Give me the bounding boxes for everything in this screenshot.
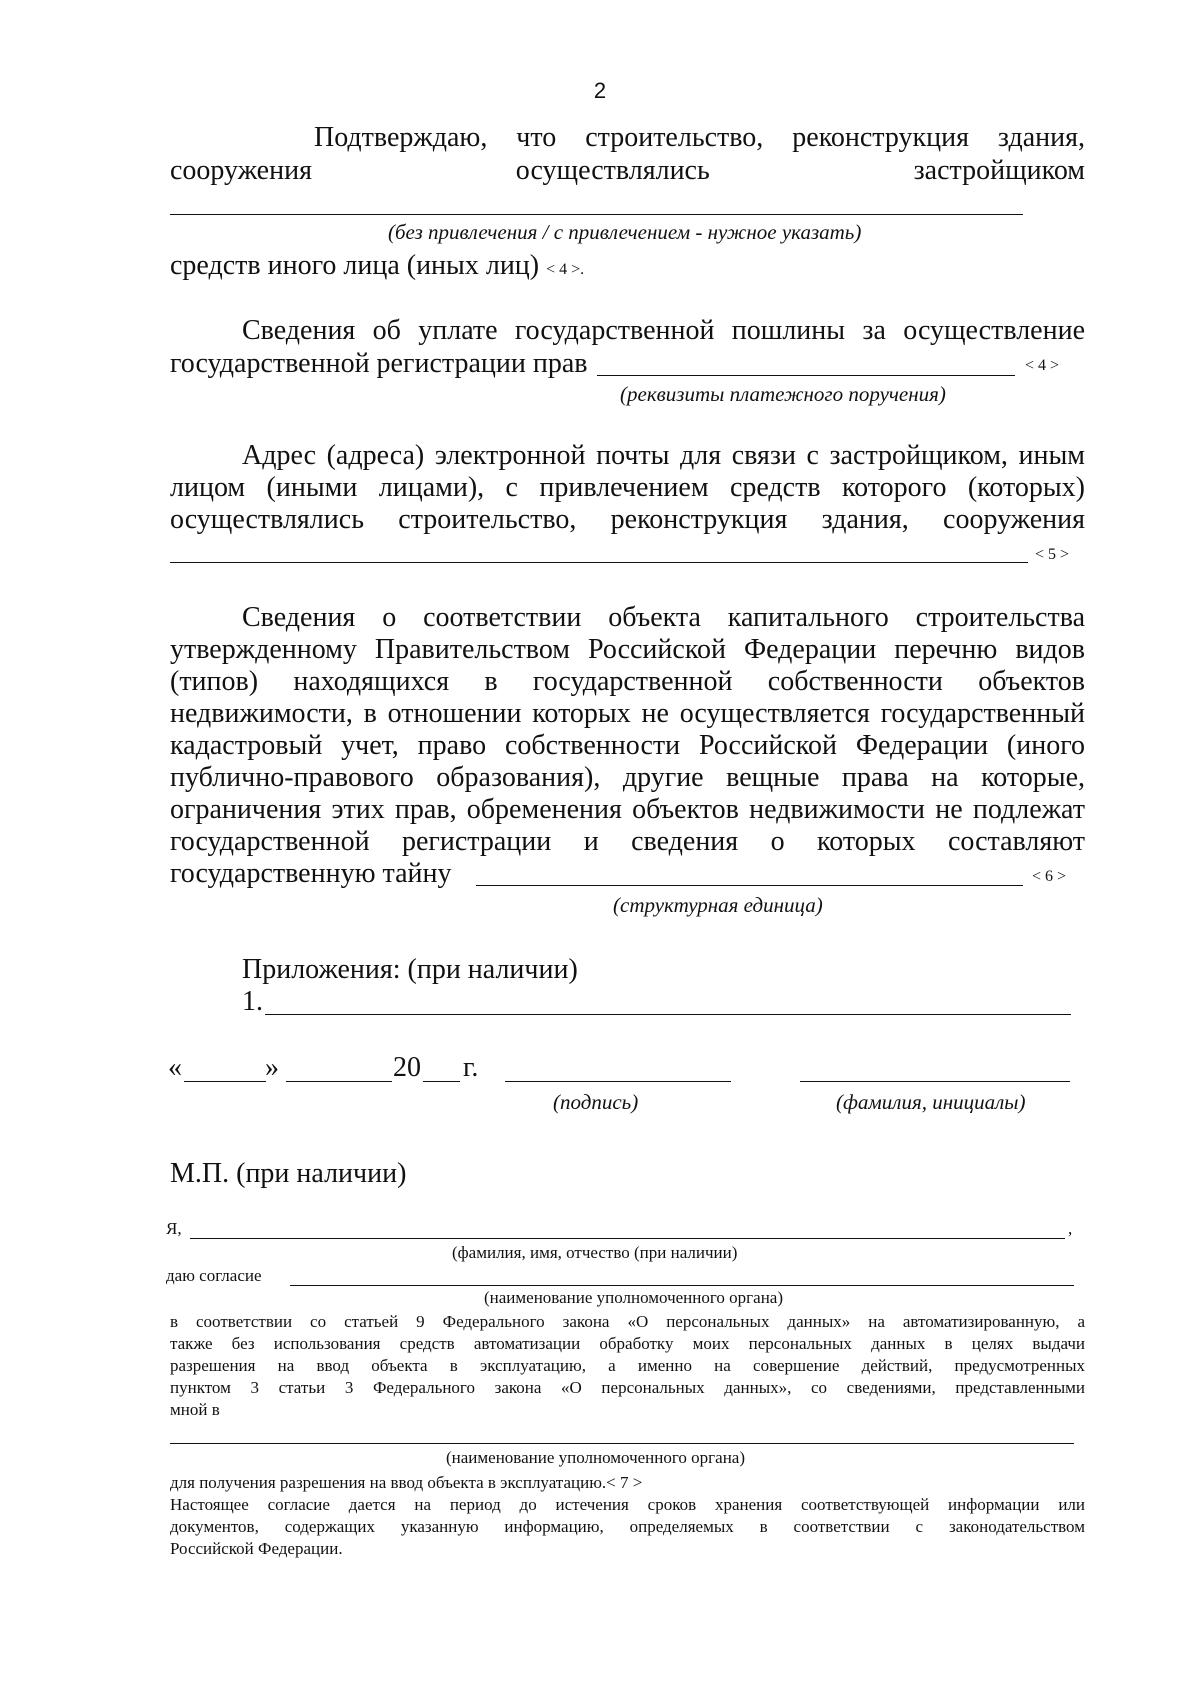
para4-last-line: государственную тайну	[170, 858, 452, 889]
consent-period-last: Российской Федерации.	[170, 1539, 343, 1558]
date-day-line	[184, 1081, 266, 1082]
para4-line1: Сведения о соответствии объекта капитального строительства	[242, 602, 1085, 633]
para2-ref: < 4 >	[1025, 357, 1060, 374]
consent-purpose: для получения разрешения на ввод объекта в эксплуатацию.< 7 >	[170, 1473, 643, 1492]
consent-ya: Я,	[166, 1219, 182, 1238]
para2-caption: (реквизиты платежного поручения)	[620, 382, 946, 406]
date-open-quote: «	[168, 1052, 182, 1083]
para4-line4: недвижимости, в отношении которых не осуществляется государственный	[170, 698, 1085, 729]
para3-line1: Адрес (адреса) электронной почты для связи с застройщиком, иным	[242, 440, 1085, 471]
consent-organ-caption-2: (наименование уполномоченного органа)	[446, 1448, 746, 1467]
para4-blank-line	[476, 885, 1023, 886]
consent-organ-caption: (наименование уполномоченного органа)	[484, 1288, 784, 1307]
para4-caption: (структурная единица)	[613, 893, 823, 917]
consent-text-last: мной в	[170, 1400, 220, 1419]
para4-line5: кадастровый учет, право собственности Российской Федерации (иного	[170, 730, 1085, 761]
para1-line3: средств иного лица (иных лиц) < 4 >.	[170, 250, 585, 281]
consent-fio-caption: (фамилия, имя, отчество (при наличии)	[452, 1243, 738, 1262]
consent-text-line-1: в соответствии со статьей 9 Федерального закона «О персональных данных» на автоматизированную, а	[170, 1312, 1085, 1331]
consent-text-line-3: разрешения на ввод объекта в эксплуатацию, а именно на совершение действий, предусмотренных	[170, 1356, 1085, 1375]
consent-organ-line	[290, 1285, 1074, 1286]
para4-line7: ограничения этих прав, обременения объектов недвижимости не подлежат	[170, 794, 1085, 825]
signature-line	[505, 1081, 731, 1082]
date-month-line	[286, 1081, 392, 1082]
para1-line2: сооружения осуществлялись застройщиком	[170, 155, 1085, 186]
para4-line2: утвержденному Правительством Российской Федерации перечню видов	[170, 634, 1085, 665]
para1-caption: (без привлечения / с привлечением - нужное указать)	[388, 220, 862, 244]
date-year-suffix: г.	[463, 1052, 479, 1083]
para4-line8: государственной регистрации и сведения о которых составляют	[170, 826, 1085, 857]
attachments-title: Приложения: (при наличии)	[242, 954, 578, 985]
para3-ref: < 5 >	[1035, 546, 1070, 563]
consent-fio-line	[190, 1238, 1065, 1239]
para4-line6: публично-правового образования), другие вещные права на которые,	[170, 762, 1085, 793]
page-number: 2	[593, 78, 607, 103]
para1-blank-line	[170, 214, 1023, 215]
para3-line2: лицом (иными лицами), с привлечением средств которого (которых)	[170, 472, 1085, 503]
para3-blank-line	[170, 562, 1028, 563]
consent-period-line-2: документов, содержащих указанную информацию, определяемых в соответствии с законодательством	[170, 1517, 1085, 1536]
name-line	[800, 1081, 1070, 1082]
stamp-label: М.П. (при наличии)	[170, 1158, 407, 1189]
date-year-line	[423, 1081, 460, 1082]
name-caption: (фамилия, инициалы)	[836, 1090, 1026, 1114]
para1-ref: < 4 >.	[546, 261, 585, 278]
consent-text-line-4: пунктом 3 статьи 3 Федерального закона «О персональных данных», со сведениями, представленными	[170, 1378, 1085, 1397]
consent-organ-line-2	[170, 1443, 1074, 1444]
attachment-item-1-line	[265, 1014, 1071, 1015]
consent-period-line-1: Настоящее согласие дается на период до истечения сроков хранения соответствующей информации или	[170, 1495, 1085, 1514]
para2-blank-line	[597, 375, 1015, 376]
consent-text-line-2: также без использования средств автоматизации обработку моих персональных данных в целях выдачи	[170, 1334, 1085, 1353]
para1-line1: Подтверждаю, что строительство, реконструкция здания,	[314, 122, 1085, 153]
para2-line1: Сведения об уплате государственной пошлины за осуществление	[242, 315, 1085, 346]
date-year-prefix: 20	[393, 1052, 421, 1083]
consent-give-label: даю согласие	[166, 1266, 262, 1285]
para3-line3: осуществлялись строительство, реконструкция здания, сооружения	[170, 504, 1085, 535]
attachment-item-1: 1.	[242, 986, 263, 1017]
para4-ref: < 6 >	[1032, 868, 1067, 885]
consent-comma: ,	[1068, 1219, 1073, 1238]
signature-caption: (подпись)	[553, 1090, 639, 1114]
date-close-quote: »	[265, 1052, 279, 1083]
para4-line3: (типов) находящихся в государственной собственности объектов	[170, 666, 1085, 697]
para2-line2: государственной регистрации прав	[170, 348, 588, 379]
